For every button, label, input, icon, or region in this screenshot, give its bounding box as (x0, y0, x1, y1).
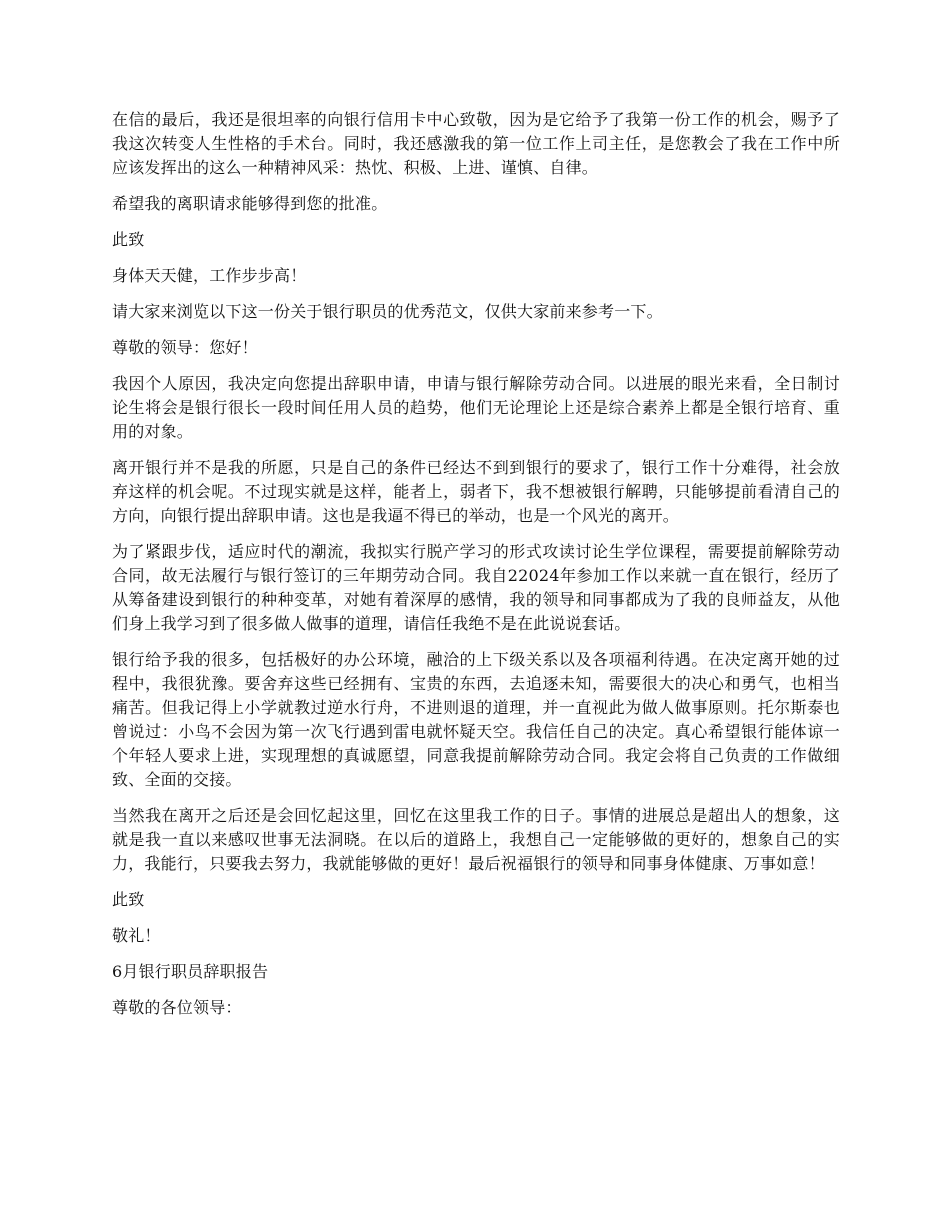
paragraph-salutation-closing: 此致 (112, 230, 145, 249)
paragraph-gratitude: 银行给予我的很多，包括极好的办公环境，融洽的上下级关系以及各项福利待遇。在决定离开她的过程中，我很犹豫。要舍弃这些已经拥有、宝贵的东西，去追逐未知，需要很大的决心和勇气，也相当痛苦。但我记得上小学就教过逆水行舟，不进则退的道理，并一直视此为做人做事原则。托尔斯泰也曾说过：小鸟不会因为第一次飞行遇到雷电就怀疑天空。我信任自己的决定。真心希望银行能体谅一个年轻人要求上进，实现理想的真诚愿望，同意我提前解除劳动合同。我定会将自己负责的工作做细致、全面的交接。 (112, 650, 840, 789)
document-body (112, 108, 840, 1032)
paragraph-leaving: 离开银行并不是我的所愿，只是自己的条件已经达不到到银行的要求了，银行工作十分难得，社会放弃这样的机会呢。不过现实就是这样，能者上，弱者下，我不想被银行解聘，只能够提前看清自己的方向，向银行提出辞职申请。这也是我逼不得已的举动，也是一个风光的离开。 (112, 458, 840, 525)
paragraph-reason: 我因个人原因，我决定向您提出辞职申请，申请与银行解除劳动合同。以进展的眼光来看，全日制讨论生将会是银行很长一段时间任用人员的趋势，他们无论理论上还是综合素养上都是全银行培育、重用的对象。 (112, 374, 840, 441)
paragraph-closing-phrase: 此致 (112, 890, 145, 909)
section-title: 6月银行职员辞职报告 (112, 962, 269, 981)
paragraph-closing-thanks: 在信的最后，我还是很坦率的向银行信用卡中心致敬，因为是它给予了我第一份工作的机会，赐予了我这次转变人生性格的手术台。同时，我还感激我的第一位工作上司主任，是您教会了我在工作中所应该发挥出的这么一种精神风采：热忱、积极、上进、谨慎、自律。 (112, 110, 840, 177)
paragraph-wishes: 身体天天健，工作步步高！ (112, 266, 307, 285)
paragraph-new-greeting: 尊敬的各位领导： (112, 998, 242, 1017)
paragraph-greeting: 尊敬的领导：您好！ (112, 338, 258, 357)
paragraph-approval-request: 希望我的离职请求能够得到您的批准。 (112, 194, 388, 213)
paragraph-study-plan: 为了紧跟步伐，适应时代的潮流，我拟实行脱产学习的形式攻读讨论生学位课程，需要提前解除劳动合同，故无法履行与银行签订的三年期劳动合同。我自22024年参加工作以来就一直在银行，经历了从筹备建设到银行的种种变革，对她有着深厚的感情，我的领导和同事都成为了我的良师益友，从他们身上我学习到了很多做人做事的道理，请信任我绝不是在此说说套话。 (112, 542, 840, 633)
paragraph-memories: 当然我在离开之后还是会回忆起这里，回忆在这里我工作的日子。事情的进展总是超出人的想象，这就是我一直以来感叹世事无法洞晓。在以后的道路上，我想自己一定能够做的更好的，想象自己的实力，我能行，只要我去努力，我就能够做的更好！最后祝福银行的领导和同事身体健康、万事如意！ (112, 806, 840, 873)
paragraph-regards: 敬礼！ (112, 926, 161, 945)
paragraph-intro-note: 请大家来浏览以下这一份关于银行职员的优秀范文，仅供大家前来参考一下。 (112, 302, 663, 321)
